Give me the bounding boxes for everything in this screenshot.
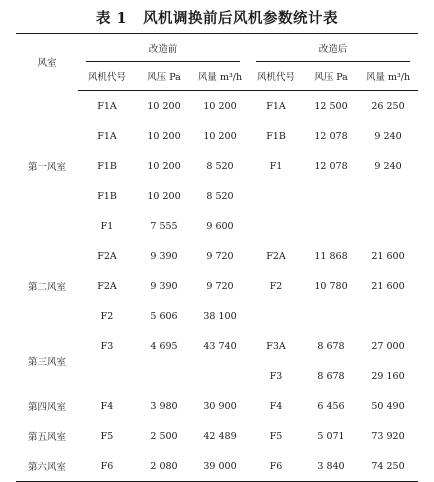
header-before-flow: 风量 m³/h: [192, 62, 248, 91]
before-flow: 10 200: [203, 130, 237, 142]
before-flow: 39 000: [203, 460, 237, 472]
after-fan-code: [248, 211, 304, 241]
before-fan-code: F1B: [97, 160, 117, 172]
after-flow: 21 600: [371, 280, 405, 292]
header-after-pressure: 风压 Pa: [304, 62, 358, 91]
before-fan-code: F5: [100, 430, 114, 442]
header-after-fan-code: 风机代号: [248, 62, 304, 91]
before-pressure: [136, 361, 192, 391]
before-fan-code: [78, 361, 136, 391]
before-flow: 9 720: [206, 250, 234, 262]
after-pressure: [304, 181, 358, 211]
table-title: 风机调换前后风机参数统计表: [143, 10, 339, 27]
table-row: [16, 421, 418, 451]
table-row: [16, 241, 418, 271]
before-fan-code: F4: [100, 400, 114, 412]
before-flow: 42 489: [203, 430, 237, 442]
table-caption: [0, 7, 434, 28]
after-fan-code: [248, 181, 304, 211]
before-fan-code: F1B: [97, 190, 117, 202]
room-cell: 第六风室: [27, 462, 66, 473]
before-flow: 10 200: [203, 100, 237, 112]
header-after-flow: 风量 m³/h: [358, 62, 418, 91]
after-pressure: 3 840: [317, 460, 345, 472]
before-fan-code: F6: [100, 460, 114, 472]
after-fan-code: F2A: [266, 250, 286, 262]
after-pressure: [304, 301, 358, 331]
table-row: [16, 391, 418, 421]
after-flow: 50 490: [371, 400, 405, 412]
after-pressure: [304, 211, 358, 241]
after-fan-code: F6: [269, 460, 283, 472]
before-pressure: 2 500: [150, 430, 178, 442]
after-pressure: 8 678: [317, 340, 345, 352]
before-pressure: 10 200: [147, 100, 181, 112]
after-flow: 9 240: [374, 160, 402, 172]
after-pressure: 11 868: [314, 250, 348, 262]
before-flow: 8 520: [206, 190, 234, 202]
after-fan-code: F5: [269, 430, 283, 442]
before-pressure: 9 390: [150, 250, 178, 262]
after-pressure: 5 071: [317, 430, 345, 442]
after-flow: 21 600: [371, 250, 405, 262]
table-row: [16, 451, 418, 482]
after-flow: 29 160: [371, 370, 405, 382]
before-flow: 43 740: [203, 340, 237, 352]
before-flow: [192, 361, 248, 391]
header-before: 改造前: [78, 34, 248, 63]
after-fan-code: F3A: [266, 340, 286, 352]
after-flow: [358, 211, 418, 241]
after-flow: 27 000: [371, 340, 405, 352]
before-pressure: 10 200: [147, 130, 181, 142]
before-flow: 8 520: [206, 160, 234, 172]
after-flow: [358, 301, 418, 331]
after-flow: [358, 181, 418, 211]
header-after: 改造后: [248, 34, 418, 63]
room-cell: 第四风室: [27, 402, 66, 413]
before-pressure: 4 695: [150, 340, 178, 352]
after-fan-code: F1A: [266, 100, 286, 112]
after-flow: 26 250: [371, 100, 405, 112]
after-fan-code: F1B: [266, 130, 286, 142]
before-flow: 38 100: [203, 310, 237, 322]
header-room: 风室: [37, 58, 57, 70]
after-fan-code: F4: [269, 400, 283, 412]
before-fan-code: F1A: [97, 130, 117, 142]
before-flow: 9 720: [206, 280, 234, 292]
room-cell: 第二风室: [27, 282, 66, 293]
before-pressure: 10 200: [147, 160, 181, 172]
table-row: [16, 331, 418, 361]
after-pressure: 12 078: [314, 160, 348, 172]
after-fan-code: F3: [269, 370, 283, 382]
before-pressure: 5 606: [150, 310, 178, 322]
before-pressure: 10 200: [147, 190, 181, 202]
header-before-fan-code: 风机代号: [78, 62, 136, 91]
after-pressure: 6 456: [317, 400, 345, 412]
after-pressure: 8 678: [317, 370, 345, 382]
after-fan-code: F1: [269, 160, 283, 172]
before-flow: 30 900: [203, 400, 237, 412]
table-row: [16, 91, 418, 122]
after-pressure: 12 078: [314, 130, 348, 142]
after-pressure: 12 500: [314, 100, 348, 112]
before-fan-code: F2A: [97, 280, 117, 292]
before-pressure: 3 980: [150, 400, 178, 412]
after-flow: 9 240: [374, 130, 402, 142]
before-pressure: 9 390: [150, 280, 178, 292]
before-fan-code: F3: [100, 340, 114, 352]
before-fan-code: F2: [100, 310, 114, 322]
after-fan-code: F2: [269, 280, 283, 292]
room-cell: 第一风室: [27, 161, 66, 173]
before-fan-code: F1: [100, 220, 114, 232]
room-cell: 第三风室: [27, 357, 66, 368]
after-fan-code: [248, 301, 304, 331]
before-pressure: 7 555: [150, 220, 178, 232]
after-flow: 74 250: [371, 460, 405, 472]
after-pressure: 10 780: [314, 280, 348, 292]
before-fan-code: F2A: [97, 250, 117, 262]
fan-parameter-table: [16, 33, 418, 482]
before-pressure: 2 080: [150, 460, 178, 472]
room-cell: 第五风室: [27, 432, 66, 443]
before-fan-code: F1A: [97, 100, 117, 112]
table-number: 表 1: [95, 10, 128, 27]
before-flow: 9 600: [206, 220, 234, 232]
header-before-pressure: 风压 Pa: [136, 62, 192, 91]
after-flow: 73 920: [371, 430, 405, 442]
